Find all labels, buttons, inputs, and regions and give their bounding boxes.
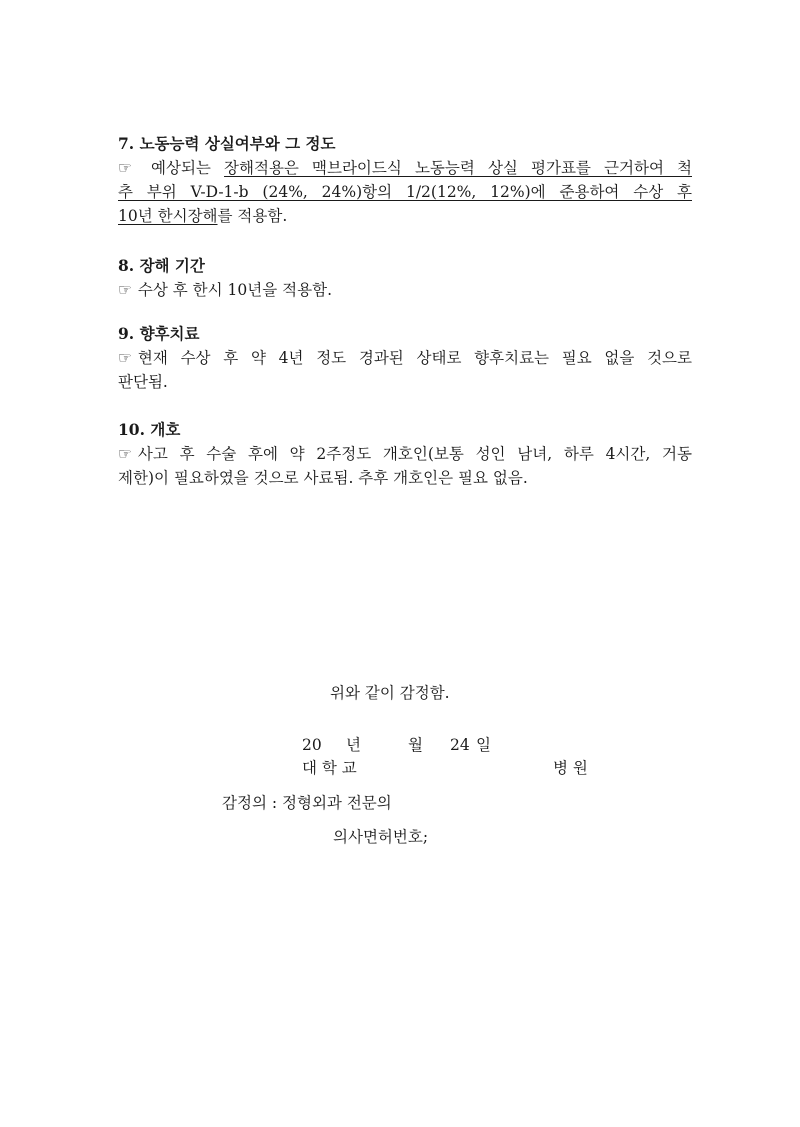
section-heading: 8. 장해 기간 [118, 256, 205, 275]
date-day-unit: 일 [476, 736, 491, 754]
text-fragment: 수상 후 한시 10년을 적용함. [137, 281, 332, 299]
university-name: 대 학 교 [302, 759, 357, 777]
text-fragment: 현재 수상 후 약 4년 정도 경과된 상태로 향후치료는 필요 없을 것으로 [137, 349, 692, 367]
section-body-line [118, 204, 692, 228]
text-fragment: 판단됨. [118, 373, 168, 391]
section-nursing-care [118, 418, 692, 490]
section-disability-assessment [118, 132, 692, 228]
pointing-hand-icon: ☞ [118, 159, 132, 177]
text-fragment: 제한)이 필요하였을 것으로 사료됨. 추후 개호인은 필요 없음. [118, 469, 528, 487]
pointing-hand-icon: ☞ [118, 445, 132, 463]
examiner: 감정의 : 정형외과 전문의 [222, 794, 392, 812]
pointing-hand-icon: ☞ [118, 349, 132, 367]
hospital-name: 병 원 [553, 759, 588, 777]
underlined-text: 추 부위 V-D-1-b (24%, 24%)항의 1/2(12%, 12%)에 준용하여 수상 후 [118, 183, 692, 201]
date-day: 24 [450, 736, 470, 754]
section-body-line [118, 346, 692, 370]
pointing-hand-icon: ☞ [118, 281, 132, 299]
date-year-prefix: 20 [302, 736, 322, 754]
section-body-line [118, 156, 692, 180]
text-fragment: 를 적용함. [217, 207, 288, 225]
section-disability-period [118, 254, 692, 302]
date-year-unit: 년 [346, 736, 361, 754]
section-body-line [118, 466, 692, 490]
section-heading: 10. 개호 [118, 420, 181, 439]
section-body-line [118, 442, 692, 466]
statement: 위와 같이 감정함. [330, 684, 450, 702]
underlined-text: 장해적용은 맥브라이드식 노동능력 상실 평가표를 근거하여 척 [224, 159, 692, 177]
license-number: 의사면허번호; [333, 828, 429, 846]
date-month-unit: 월 [408, 736, 423, 754]
section-body-line [118, 370, 692, 394]
section-heading: 9. 향후치료 [118, 324, 200, 343]
underlined-text: 10년 한시장해 [118, 207, 218, 225]
text-fragment: 예상되는 [137, 159, 225, 177]
text-fragment: 사고 후 수술 후에 약 2주정도 개호인(보통 성인 남녀, 하루 4시간, 거동 [137, 445, 692, 463]
section-heading: 7. 노동능력 상실여부와 그 정도 [118, 134, 336, 153]
section-future-treatment [118, 322, 692, 394]
section-body-line [118, 278, 692, 302]
section-body-line [118, 180, 692, 204]
